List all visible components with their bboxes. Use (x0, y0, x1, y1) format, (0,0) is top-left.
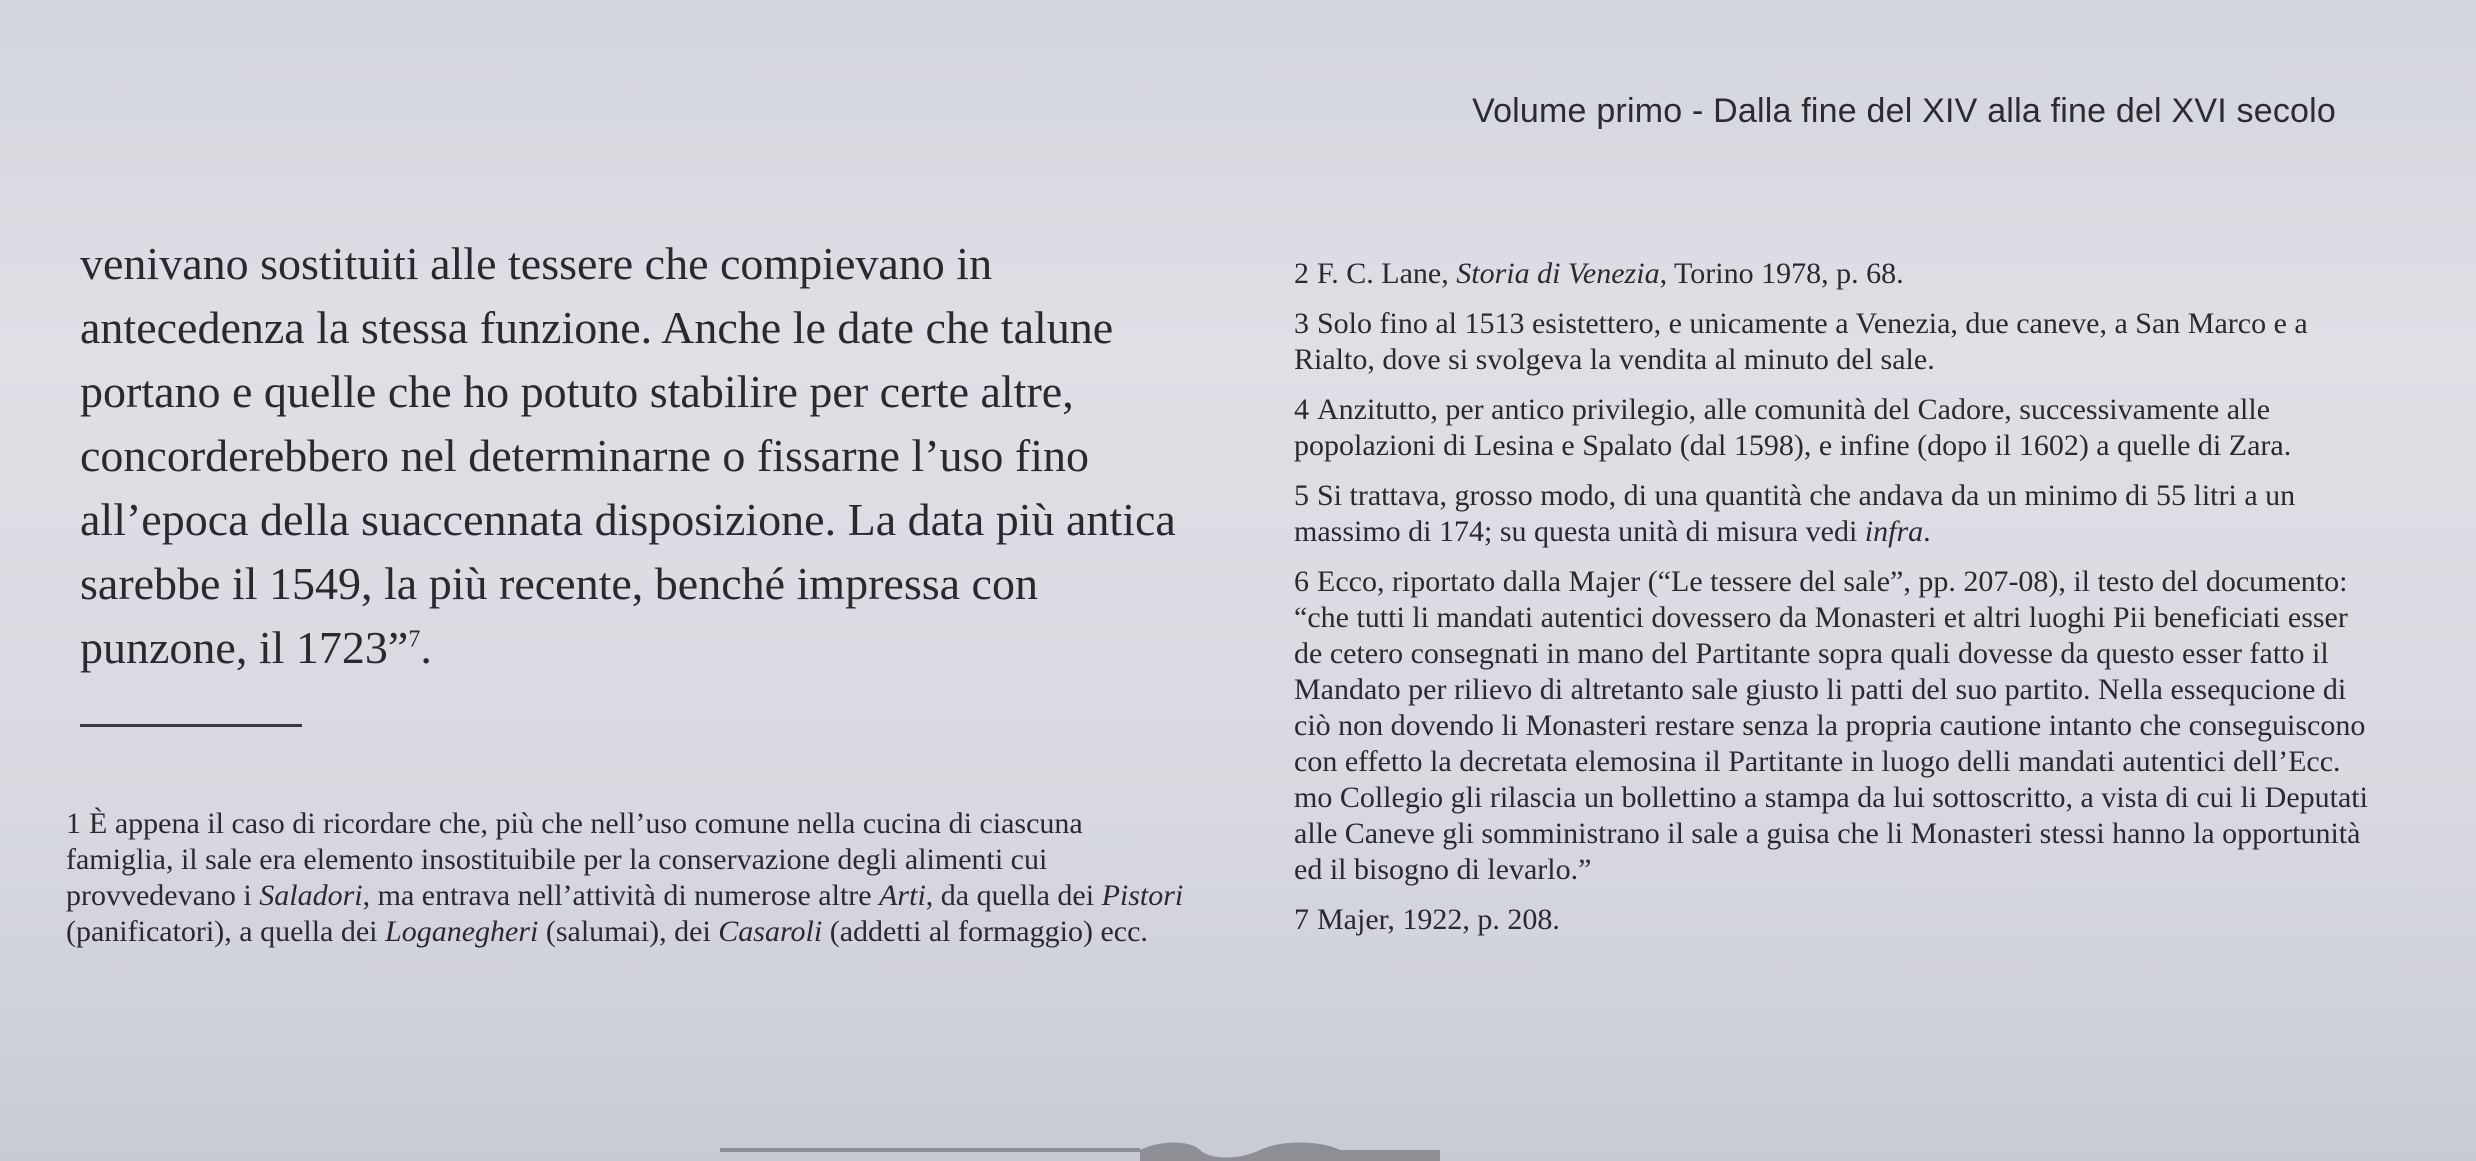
footnote-4 (1294, 392, 2374, 464)
footnote-5 (1294, 478, 2374, 550)
footnote-number: 4 (1294, 393, 1309, 426)
footnote-separator (80, 724, 302, 727)
footnote-text: Anzitutto, per antico privilegio, alle comunità del Cadore, successivamente alle popolazioni di Lesina e Spalato (dal 1598), e infine (dopo il 1602) a quelle di Zara. (1294, 393, 2292, 462)
footnote-text: Solo fino al 1513 esistettero, e unicamente a Venezia, due caneve, a San Marco e a Rialto, dove si svolgeva la vendita al minuto del sale. (1294, 307, 2308, 376)
ornament-rule (720, 1148, 1140, 1152)
footnote-number: 1 (66, 807, 81, 840)
footnote-italic-text: Arti (879, 879, 926, 912)
footnote-text: F. C. Lane, (1317, 257, 1457, 290)
footnote-7 (1294, 902, 2374, 938)
footnote-text: , Torino 1978, p. 68. (1659, 257, 1904, 290)
main-paragraph-text: venivano sostituiti alle tessere che compievano in antecedenza la stessa funzione. Anche le date che talune portano e quelle che ho potuto stabilire per certe altre, concorderebbero nel determinarne o fissarne l’uso fino all’epoca della suaccennata disposizione. La data più antica sarebbe il 1549, la più recente, benché impressa con punzone, il 1723” (80, 238, 1176, 673)
ornament-flourish (1140, 1143, 1440, 1161)
footnote-number: 7 (1294, 903, 1309, 936)
footnote-italic-text: Loganegheri (385, 915, 539, 948)
footnote-3 (1294, 306, 2374, 378)
main-text-block (80, 232, 1210, 680)
footnote-6 (1294, 564, 2374, 888)
main-paragraph (80, 232, 1210, 680)
footnote-1 (66, 806, 1196, 950)
footnote-text: (panificatori), a quella dei (66, 915, 386, 948)
running-head: Volume primo - Dalla fine del XIV alla fine del XVI secolo (1472, 92, 2336, 130)
footnote-italic-text: infra (1864, 515, 1924, 548)
footnote-text: . (1923, 515, 1931, 548)
footnote-ref-7[interactable]: 7 (408, 626, 421, 653)
footnote-italic-text: Saladori (259, 879, 363, 912)
footnote-text: (salumai), dei (538, 915, 719, 948)
footnote-2 (1294, 256, 2374, 292)
footnote-italic-text: Casaroli (718, 915, 823, 948)
footnote-text: Majer, 1922, p. 208. (1317, 903, 1560, 936)
footnote-text: Si trattava, grosso modo, di una quantità che andava da un minimo di 55 litri a un massimo di 174; su questa unità di misura vedi (1294, 479, 2296, 548)
decorative-ornament (720, 1138, 1440, 1161)
main-paragraph-end: . (420, 622, 432, 673)
footnote-number: 5 (1294, 479, 1309, 512)
footnote-number: 6 (1294, 565, 1309, 598)
footnote-number: 3 (1294, 307, 1309, 340)
footnote-italic-text: Pistori (1101, 879, 1184, 912)
footnotes-left-column (66, 806, 1196, 964)
footnote-text: , ma entrava nell’attività di numerose altre (362, 879, 880, 912)
footnote-text: È appena il caso di ricordare che, più che nell’uso comune nella cucina di ciascuna famiglia, il sale era elemento insostituibile per la conservazione degli alimenti cui provvedevano i (66, 807, 1083, 912)
footnotes-right-column (1294, 256, 2374, 952)
footnote-text: , da quella dei (925, 879, 1102, 912)
footnote-number: 2 (1294, 257, 1309, 290)
footnote-italic-text: Storia di Venezia (1456, 257, 1660, 290)
footnote-text: Ecco, riportato dalla Majer (“Le tessere del sale”, pp. 207-08), il testo del documento: “che tutti li mandati autentici dovessero da Monasteri et altri luoghi Pii beneficiati esser de cetero consegnati in mano del Partitante sopra quali dovesse da questo esser fatto il Mandato per rilievo di altretanto sale giusto li patti del suo partito. Nella essequcione di ciò non dovendo li Monasteri restare senza la propria cautione intanto che conseguiscono con effetto la decretata elemosina il Partitante in luogo delli mandati autentici dell’Ecc. mo Collegio gli rilascia un bollettino a stampa da lui sottoscritto, a vista di cui li Deputati alle Caneve gli somministrano il sale a guisa che li Monasteri stessi hanno la opportunità ed il bisogno di levarlo.” (1294, 565, 2368, 886)
footnote-text: (addetti al formaggio) ecc. (822, 915, 1148, 948)
